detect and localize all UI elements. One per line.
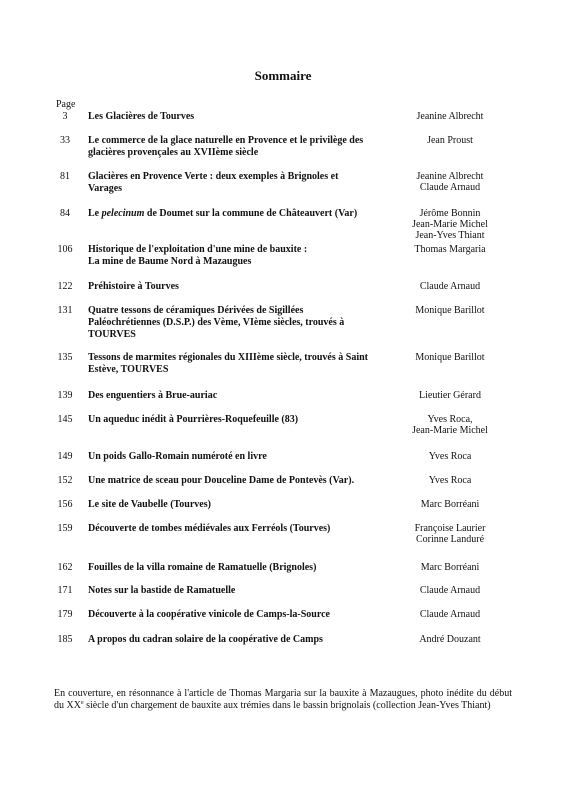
title-line: TOURVES <box>88 329 136 340</box>
title-line: Glacières en Provence Verte : deux exemples à Brignoles et <box>88 171 339 182</box>
toc-entry-authors <box>388 208 512 241</box>
author-name: Claude Arnaud <box>419 609 481 620</box>
title-line: Découverte à la coopérative vinicole de Camps-la-Source <box>88 609 330 620</box>
toc-entry-authors <box>388 135 512 146</box>
toc-page-number: 171 <box>57 585 73 596</box>
toc-page-number: 81 <box>60 171 70 182</box>
toc-page-number: 179 <box>57 609 73 620</box>
toc-entry-title <box>88 634 386 646</box>
author-name: Claude Arnaud <box>419 585 481 596</box>
toc-entry-title <box>88 523 386 535</box>
toc-entry-authors <box>388 585 512 596</box>
title-line: Varages <box>88 183 123 194</box>
toc-entry-title <box>88 390 386 402</box>
toc-entry-authors <box>388 451 512 462</box>
author-name: Yves Roca, <box>427 414 473 425</box>
author-name: Jean-Yves Thiant <box>415 230 485 241</box>
toc-entry-title <box>88 352 386 376</box>
author-name: Jean-Marie Michel <box>412 425 488 436</box>
toc-entry-authors <box>388 475 512 486</box>
title-line: Fouilles de la villa romaine de Ramatuelle (Brignoles) <box>88 562 317 573</box>
author-name: Monique Barillot <box>415 305 485 316</box>
caption-text-1: En couverture, en résonnance à l'article de Thomas Margaria sur la bauxite à Mazaugues, photo inédite du début du XX <box>54 688 512 711</box>
title-line: Découverte de tombes médiévales aux Ferréols (Tourves) <box>88 523 331 534</box>
toc-entry-authors <box>388 499 512 510</box>
author-name: Claude Arnaud <box>419 182 481 193</box>
author-name: Yves Roca <box>428 475 472 486</box>
author-name: Jeanine Albrecht <box>416 111 484 122</box>
title-line: Paléochrétiennes (D.S.P.) des Vème, VIème siècles, trouvés à <box>88 317 345 328</box>
author-name: Thomas Margaria <box>414 244 486 255</box>
author-name: Jean Proust <box>427 135 473 146</box>
author-name: Jean-Marie Michel <box>412 219 488 230</box>
page-title: Sommaire <box>254 68 312 83</box>
toc-page-number: 159 <box>57 523 73 534</box>
toc-page-number: 135 <box>57 352 73 363</box>
toc-page-number: 106 <box>57 244 73 255</box>
toc-entry-title <box>88 585 386 597</box>
toc-page-number: 33 <box>60 135 70 146</box>
title-line: Un aqueduc inédit à Pourrières-Roquefeuille (83) <box>88 414 299 425</box>
toc-page-number: 149 <box>57 451 73 462</box>
toc-entry-title <box>88 609 386 621</box>
author-name: Marc Borréani <box>420 562 480 573</box>
toc-entry-authors <box>388 523 512 545</box>
title-italic-term: pelecinum <box>101 208 145 219</box>
toc-entry-authors <box>388 414 512 436</box>
toc-entry-authors <box>388 171 512 193</box>
title-line: A propos du cadran solaire de la coopérative de Camps <box>88 634 323 645</box>
toc-page-number: 3 <box>62 111 68 122</box>
toc-page-number: 139 <box>57 390 73 401</box>
toc-entry-authors <box>388 562 512 573</box>
title-line: Une matrice de sceau pour Douceline Dame de Pontevès (Var). <box>88 475 355 486</box>
toc-entry-title <box>88 451 386 463</box>
title-line: Le site de Vaubelle (Tourves) <box>88 499 211 510</box>
toc-entry-authors <box>388 390 512 401</box>
toc-entry-authors <box>388 305 512 316</box>
toc-entry-title <box>88 171 386 195</box>
title-line: La mine de Baume Nord à Mazaugues <box>88 256 252 267</box>
toc-page-number: 131 <box>57 305 73 316</box>
title-line: Les Glacières de Tourves <box>88 111 195 122</box>
cover-caption <box>54 688 512 712</box>
author-name: Jérôme Bonnin <box>419 208 481 219</box>
toc-entry-authors <box>388 281 512 292</box>
title-prefix: Le <box>88 208 102 219</box>
toc-entry-title <box>88 414 386 426</box>
author-name: Marc Borréani <box>420 499 480 510</box>
toc-entry-title <box>88 135 386 159</box>
title-line: Estève, TOURVES <box>88 364 169 375</box>
page-column-label: Page <box>56 99 76 110</box>
title-line: Historique de l'exploitation d'une mine de bauxite : <box>88 244 308 255</box>
title-suffix: de Doumet sur la commune de Châteauvert (Var) <box>144 208 358 219</box>
caption-text-2: siècle d'un chargement de bauxite aux trémies dans le bassin brignolais (collection Jean-Yves Thiant) <box>83 700 491 711</box>
author-name: André Douzant <box>419 634 481 645</box>
caption-superscript: e <box>80 700 84 706</box>
title-line: Le commerce de la glace naturelle en Provence et le privilège des <box>88 135 364 146</box>
toc-page-number: 122 <box>57 281 73 292</box>
toc-page-number: 185 <box>57 634 73 645</box>
author-name: Claude Arnaud <box>419 281 481 292</box>
toc-entry-title <box>88 499 386 511</box>
author-name: Corinne Landuré <box>415 534 485 545</box>
toc-page-number: 162 <box>57 562 73 573</box>
toc-page-number: 145 <box>57 414 73 425</box>
toc-entry-authors <box>388 609 512 620</box>
toc-entry-title <box>88 111 386 123</box>
title-line: Tessons de marmites régionales du XIIIème siècle, trouvés à Saint <box>88 352 368 363</box>
title-line: Des enguentiers à Brue-auriac <box>88 390 218 401</box>
author-name: Françoise Laurier <box>414 523 486 534</box>
toc-entry-title <box>88 244 386 268</box>
toc-page-number: 84 <box>60 208 70 219</box>
toc-entry-title <box>88 208 386 220</box>
toc-entry-title <box>88 562 386 574</box>
toc-entry-title <box>88 475 386 487</box>
author-name: Lieutier Gérard <box>419 390 481 401</box>
title-line: glacières provençales au XVIIème siècle <box>88 147 259 158</box>
title-line: Notes sur la bastide de Ramatuelle <box>88 585 236 596</box>
title-line: Un poids Gallo-Romain numéroté en livre <box>88 451 267 462</box>
toc-entry-title <box>88 305 386 341</box>
author-name: Yves Roca <box>428 451 472 462</box>
toc-entry-title <box>88 281 386 293</box>
toc-entry-authors <box>388 634 512 645</box>
toc-page-number: 152 <box>57 475 73 486</box>
toc-page-number: 156 <box>57 499 73 510</box>
title-line: Quatre tessons de céramiques Dérivées de Sigillées <box>88 305 304 316</box>
title-line: Préhistoire à Tourves <box>88 281 179 292</box>
toc-entry-authors <box>388 244 512 255</box>
toc-entry-authors <box>388 352 512 363</box>
author-name: Monique Barillot <box>415 352 485 363</box>
author-name: Jeanine Albrecht <box>416 171 484 182</box>
toc-entry-authors <box>388 111 512 122</box>
